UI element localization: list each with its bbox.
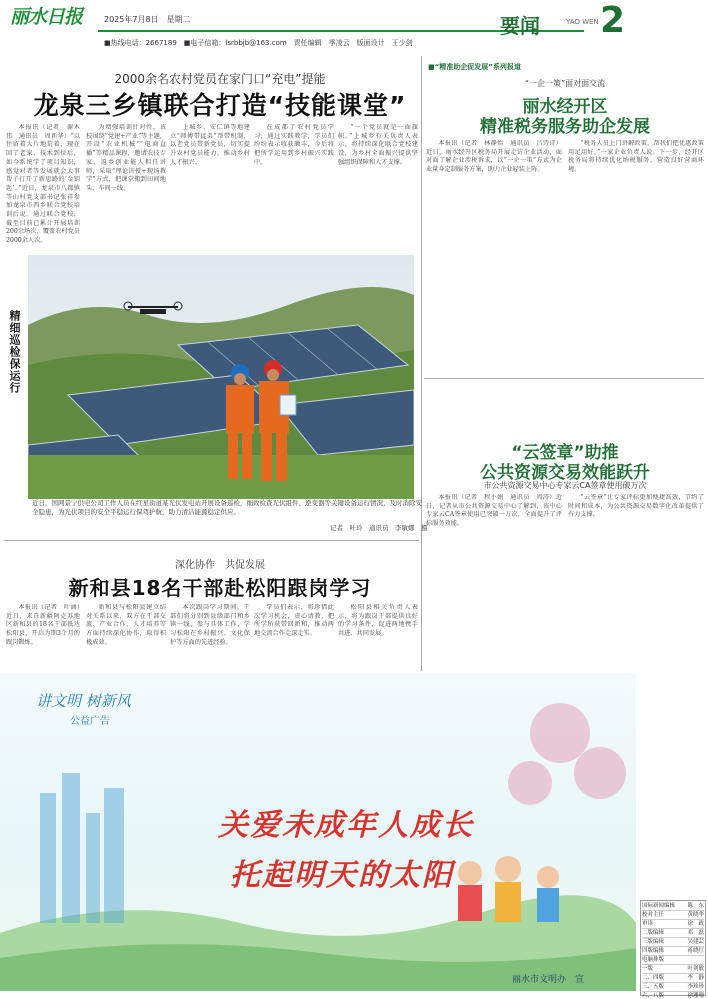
ad-slogan: 讲文明 树新风 <box>36 692 131 710</box>
right2-title-line2: 公共资源交易效能跃升 <box>480 463 650 483</box>
staff-row <box>642 965 704 974</box>
staff-name: 李珍珍 <box>687 984 704 990</box>
article1-column: 本报讯（记者 谢木伟 通讯员 周新华）“以往留着大片地荒着，现在回了老家，技术到位后，如今系统学了项目知识，感觉对者等发展就会大事帮子打开了新思路的‘金钥匙’。”近日，龙泉市八都镇等山村党支部书记张祥参加龙泉市西乡联合党校培训后说。通过联合党校，截至目前已累计开展培训200余场次，覆盖农村党员2000余人次。 <box>6 124 80 245</box>
staff-name: 徐珊珊 <box>687 993 704 999</box>
staff-row <box>642 983 704 992</box>
page-number: 2 <box>600 0 626 41</box>
staff-name: 叶剑敏 <box>687 966 704 972</box>
dateline: 2025年7月8日 星期二 <box>104 15 191 24</box>
column-divider <box>421 56 422 671</box>
staff-role: 国际新闻编辑 <box>642 903 676 909</box>
staff-row <box>642 902 704 911</box>
staff-row <box>642 929 704 938</box>
article1-column: “一个党员就是一面旗帜。”上城乡有关负责人表示，将持续深化联合党校建设，为乡村全面振兴提供坚强组织保障和人才支撑。 <box>338 124 418 166</box>
staff-role: 三、五版 <box>642 984 665 990</box>
staff-row <box>642 920 704 929</box>
staff-role: 三版编辑 <box>642 939 665 945</box>
ad-title-line1: 关爱未成年人成长 <box>218 808 474 843</box>
article2-column: 松阳县相关负责人表示，将为跟岗干部提供良好的学习条件，促进两地携手共进、共同发展。 <box>338 604 418 638</box>
section-title-en: YAO WEN <box>566 18 599 26</box>
left-divider <box>4 540 419 541</box>
ad-tag: 公益广告 <box>70 716 110 727</box>
children-illustration <box>458 856 559 922</box>
staff-row <box>642 992 704 999</box>
photo-credit: 记者 叶玲 通讯员 李敏娜 摄 <box>330 524 428 532</box>
staff-name: 邓 磊 <box>687 930 704 936</box>
article1-column: 上城乡、安仁镇等地建立“师傅带徒弟”帮带机制，以老党员带新党员，切实提升农村党员能力，推动乡村人才振兴。 <box>170 124 250 166</box>
staff-row <box>642 947 704 956</box>
newspaper-logo: 丽水日报 <box>10 6 83 28</box>
staff-role: 校对主任 <box>642 912 665 918</box>
article1-title: 龙泉三乡镇联合打造“技能课堂” <box>33 91 407 120</box>
right2-column: “云签章”让专家评标更加便捷高效，节约了时间和成本，为公共资源交易数字化改革提供了有力支撑。 <box>568 494 704 519</box>
series-label: ■“精准助企促发展”系列报道 <box>428 63 521 71</box>
staff-role: 二、四版 <box>642 975 665 981</box>
right1-title-line2: 精准税务服务助企发展 <box>480 117 650 137</box>
article2-column: 学员们表示，将珍惜此次学习机会，虚心请教，把所学所获带回新和，推动两地交流合作走深走实。 <box>254 604 334 638</box>
article1-column: 在成都了农村党员学习，通过实践教学，学员们纷纷表示收获颇丰，今后将把所学运用到乡村振兴实践中。 <box>254 124 334 166</box>
article1-subtitle: 2000余名农村党员在家门口“充电”提能 <box>114 72 326 86</box>
staff-role: 一版 <box>642 966 654 972</box>
staff-role: 审读 <box>642 921 654 927</box>
article2-title: 新和县18名干部赴松阳跟岗学习 <box>68 576 372 600</box>
staff-name: 李 静 <box>687 975 704 981</box>
ad-organization: 丽水市文明办 宣 <box>512 975 585 985</box>
photo-side-title: 精细巡检保运行 <box>8 310 21 394</box>
article2-column: 新和县与松阳县建立结对关系以来，双方在干部交流、产业合作、人才培养等方面持续深化协作，取得积极成效。 <box>86 604 166 646</box>
right2-title-line1: “云签章”助推 <box>511 443 619 463</box>
staff-credits <box>640 900 706 999</box>
article2-subtitle: 深化协作 共促发展 <box>175 560 265 571</box>
section-title: 要闻 <box>500 14 540 38</box>
ad-title-line2: 托起明天的太阳 <box>230 858 454 893</box>
staff-row <box>642 956 704 965</box>
right1-subtitle: “一企一策”面对面交流 <box>524 79 606 88</box>
staff-name: 徐 政 <box>687 921 704 927</box>
right2-subtitle: 市公共资源交易中心专家云CA签章使用破万次 <box>483 481 647 490</box>
right1-column: 本报讯（记者 林静怡 通讯员 吕诗诗）近日，丽水经开区税务局开展走访企业活动，面对面了解企业涉税诉求，以“一企一策”方式为企业量身定制服务方案，助力企业轻装上阵。 <box>426 140 562 174</box>
staff-name: 陈 东 <box>687 903 704 909</box>
staff-role: 六、八版 <box>642 993 665 999</box>
staff-role: 四版编辑 <box>642 948 665 954</box>
right1-column: “税务人员上门讲解政策，帮我们把优惠政策用足用好。”一家企业负责人说。下一步，经开区税务局将持续优化纳税服务，营造良好营商环境。 <box>568 140 704 174</box>
article2-column: 本次跟岗学习期间，干部们将分别到县级部门和乡镇一线，参与具体工作，学习松阳在乡村振兴、文化保护等方面的先进经验。 <box>170 604 250 646</box>
article2-column: 本报讯（记者 叶涵）近日，来自新疆阿克苏地区新和县的18名干部抵达松阳县，开启为期3个月的跟岗锻炼。 <box>6 604 80 646</box>
staff-name: 蒋晓红 <box>687 948 704 954</box>
article1-column: 为增强培训针对性，该校围绕“党建+产业”等主题，开设“农业机械”“电商直播”等精品课程，邀请农技专家、返乡创业能人担任讲师，采取“理论讲授+现场教学”方式，把课堂搬到田间地头、车间一线。 <box>86 124 166 192</box>
staff-role: 二版编辑 <box>642 930 665 936</box>
solar-inspection-illustration <box>28 255 414 499</box>
staff-name: 黄晓华 <box>687 912 704 918</box>
staff-role: 电脑排版 <box>642 957 665 963</box>
right2-column: 本报讯（记者 程小娟 通讯员 周涛）近日，记者从市公共资源交易中心了解到，该中心专家云CA签章使用已突破一万次，全面提升了评标服务效能。 <box>426 494 562 528</box>
right1-title-line1: 丽水经开区 <box>522 97 608 117</box>
contact-info: ■热线电话：2667189 ■电子信箱：lsrbbjb@163.com 责任编辑 季凌云 版面设计 王少剑 <box>104 39 413 47</box>
staff-row <box>642 938 704 947</box>
photo-caption: 近日，国网景宁供电公司工作人员在红星街道某光伏发电站开展设备巡检，细致检查光伏组件、逆变器等关键设备运行情况，及时消除安全隐患，为光伏项目的安全平稳运行保驾护航，助力清洁能源稳定供应。 <box>32 499 422 516</box>
staff-row <box>642 911 704 920</box>
right-divider <box>424 378 704 379</box>
news-photo <box>28 255 414 499</box>
staff-row <box>642 974 704 983</box>
staff-name: 吴建芸 <box>687 939 704 945</box>
